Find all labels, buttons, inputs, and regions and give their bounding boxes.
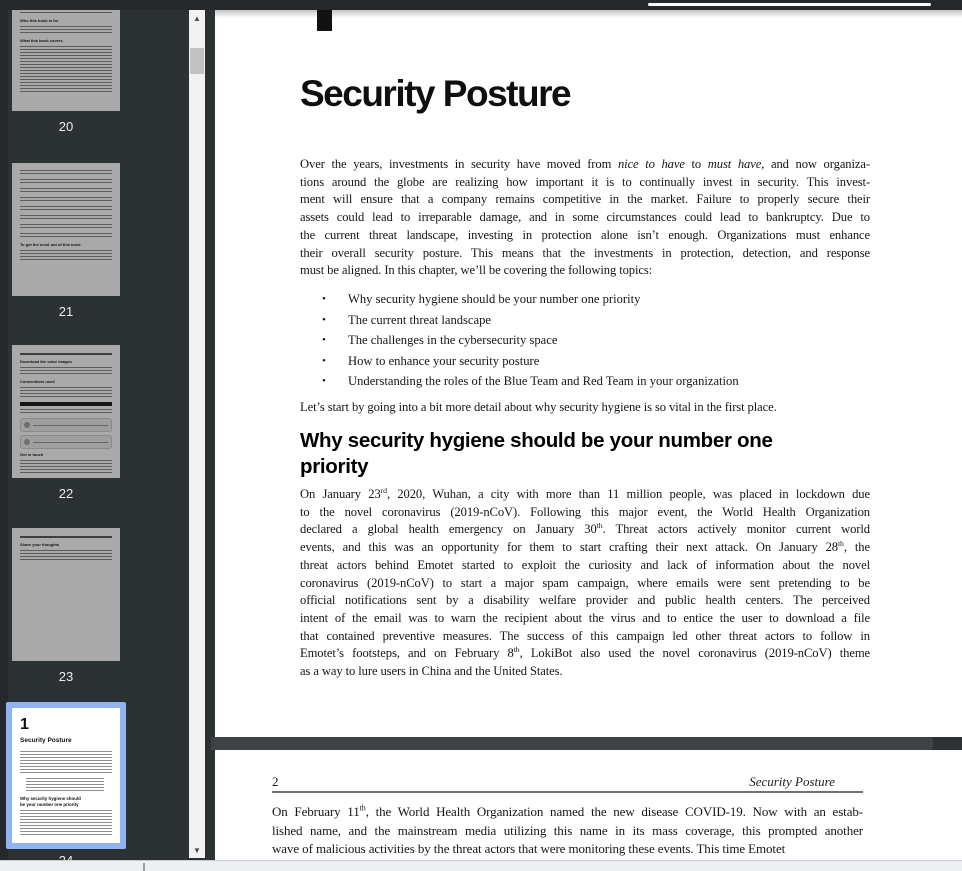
list-item (300, 313, 870, 328)
thumbnail-rule (20, 353, 112, 355)
thumbnail-text-lines (20, 409, 112, 415)
thumbnail-page-label: 21 (58, 304, 74, 319)
overlay-seam (143, 863, 145, 871)
list-item-text: Understanding the roles of the Blue Team and Red Team in your organization (348, 374, 739, 389)
thumbnail-page-24[interactable] (12, 708, 120, 843)
text-line: Emotet’s footsteps, and on February 8th, LokiBot also used the novel coronavirus (2019-nCoV) theme (300, 645, 871, 661)
list-item-text: Why security hygiene should be your number one priority (348, 292, 641, 306)
thumbnail-heading: Who this book is for (20, 18, 59, 23)
text-line: declared a global health emergency on January 30th. Threat actors actively monitor current world (300, 521, 870, 537)
topics-list (300, 292, 870, 395)
thumbnail-text-lines (20, 810, 112, 837)
thumbnail-heading: Share your thoughts (20, 542, 60, 547)
thumbnail-chapter-title: Security Posture (20, 737, 72, 744)
list-item (300, 374, 870, 389)
list-item (300, 333, 870, 348)
thumbnail-page-label: 22 (58, 486, 74, 501)
text-line: coronavirus (2019-nCoV) to start a major spam campaign, where emails were sent pretending to be (300, 575, 870, 590)
bullet-icon: • (322, 334, 326, 347)
header-rule (272, 791, 863, 793)
document-page-1 (215, 10, 962, 737)
callout-icon (24, 422, 30, 428)
toolbar-bottom-edge (0, 0, 962, 10)
thumbnail-item-22 (12, 345, 120, 501)
thumbnail-page-21[interactable] (12, 163, 120, 296)
thumbnail-page-label: 23 (58, 669, 74, 684)
bullet-icon: • (322, 375, 326, 388)
thumbnail-item-20 (12, 0, 120, 134)
text-line: Over the years, investments in security have moved from nice to have to must have, and now organiza- (300, 157, 870, 171)
text-line: ment will ensure that a company remains competitive in the market. Failure to properly secure their (300, 192, 870, 207)
text-line: wave of malicious activities by the threat actors that were monitoring these events. This time Emotet (272, 841, 786, 856)
running-title: Security Posture (749, 774, 835, 789)
text-line: priority (300, 455, 369, 478)
thumbnail-text-lines (20, 215, 112, 221)
thumbnail-page-22[interactable] (12, 345, 120, 478)
section-heading (300, 428, 870, 480)
list-item-text: How to enhance your security posture (348, 353, 540, 368)
thumbnail-chapter-number: 1 (20, 716, 29, 733)
scrollbar-thumb[interactable] (190, 48, 204, 74)
text-line: the current threat landscape, investing in protection alone isn’t enough. Organizations must enhance (300, 227, 870, 242)
text-line: official notifications sent by a disability welfare provider and public health centers. The perceived (300, 593, 870, 608)
intro-paragraph (300, 156, 870, 280)
text-line: assets could lead to irreparable damage, and in some circumstances could lead to bankruptcy. Due to (300, 210, 870, 225)
text-line: to the novel coronavirus (2019-nCoV). Following this major event, the World Health Organization (300, 504, 870, 519)
bottom-overlay (0, 860, 962, 871)
page-break-band (211, 737, 933, 750)
thumbnail-item-21 (12, 163, 120, 319)
text-line: On February 11th, the World Health Organization named the new disease COVID-19. Now with an estab- (272, 803, 863, 819)
thumbnail-heading: Get in touch (20, 452, 44, 457)
document-page-2 (215, 750, 962, 871)
thumbnail-heading: Download the color images (20, 359, 73, 364)
thumbnail-text-lines (20, 751, 112, 775)
thumbnail-sidebar (0, 10, 210, 860)
chapter-number-partial (317, 10, 332, 31)
text-line: events, and this was an opportunity for them to start crafting their next attack. On January 28th, the (300, 538, 870, 555)
thumbnail-text-lines (20, 550, 112, 562)
thumbnail-text-lines (20, 197, 112, 203)
thumbnail-text-lines (20, 233, 112, 239)
running-header (272, 774, 863, 790)
page-number: 2 (272, 774, 279, 789)
thumbnail-text-lines (20, 206, 112, 212)
scroll-down-button[interactable] (189, 842, 205, 858)
thumbnail-callout-box (20, 418, 112, 432)
thumbnail-list-lines (26, 778, 104, 793)
thumbnail-code-highlight (20, 402, 112, 406)
thumbnail-page-23[interactable] (12, 528, 120, 661)
text-line: Why security hygiene should be your number one (300, 429, 773, 452)
section-paragraph (300, 486, 870, 681)
list-item (300, 292, 870, 307)
text-line: threat actors behind Emotet started to exploit the curiosity and lack of information about the novel (300, 557, 870, 572)
text-line: as a way to lure users in China and the United States. (300, 664, 563, 679)
scroll-up-icon: ▲ (193, 13, 201, 23)
thumbnail-text-lines (20, 46, 112, 94)
thumbnail-text-lines (20, 387, 112, 399)
scroll-up-button[interactable] (189, 10, 205, 26)
thumbnail-callout-box (20, 435, 112, 449)
text-line: Let’s start by going into a bit more detail about why security hygiene is so vital in the first place. (300, 400, 777, 414)
thumbnail-item-23 (12, 528, 120, 684)
text-line: On January 23rd, 2020, Wuhan, a city with more than 11 million people, was placed in lockdown due (300, 485, 870, 501)
callout-line (33, 425, 108, 426)
leadout-paragraph (300, 399, 870, 417)
toolbar-highlight-line (648, 3, 931, 6)
callout-line (33, 442, 108, 443)
page2-paragraph (272, 803, 863, 859)
thumbnail-text-lines (20, 188, 112, 194)
thumbnail-text-lines (20, 367, 112, 376)
list-item (300, 354, 870, 369)
thumbnail-heading: What this book covers (20, 38, 63, 43)
thumbnail-item-24 (6, 702, 126, 868)
thumbnail-text-lines (20, 250, 112, 262)
text-line: lished name, and the mainstream media utilizing this name in its mass coverage, this prompted another (272, 822, 863, 838)
thumbnail-rule (20, 536, 112, 538)
thumbnail-text-lines (20, 26, 112, 35)
list-item-text: The current threat landscape (348, 312, 492, 327)
text-line: their overall security posture. This means that the investments in protection, detection, and response (300, 245, 870, 260)
thumbnail-selection-frame (6, 702, 126, 849)
sidebar-scrollbar[interactable] (189, 10, 205, 858)
bullet-icon: • (322, 313, 326, 326)
text-line: intent of the email was to warn the recipient about the virus and to entice the user to download a file (300, 610, 870, 625)
thumbnail-heading: To get the most out of this book (20, 242, 81, 247)
callout-icon (24, 439, 30, 445)
thumbnail-page-20[interactable] (12, 0, 120, 111)
thumbnail-text-lines (20, 179, 112, 185)
thumbnail-text-lines (20, 224, 112, 230)
text-line: must be aligned. In this chapter, we’ll be covering the following topics: (300, 263, 653, 278)
list-item-text: The challenges in the cybersecurity space (348, 333, 558, 348)
bullet-icon: • (322, 354, 326, 367)
chapter-title: Security Posture (300, 73, 571, 114)
bullet-icon: • (322, 293, 326, 305)
thumbnail-text-lines (20, 460, 112, 475)
text-line: that contained preventive measures. The success of this campaign led other threat actors to follow in (300, 628, 870, 643)
scroll-down-icon: ▼ (193, 845, 201, 855)
thumbnail-heading: Conventions used (20, 379, 55, 384)
text-line: tions around the globe are realizing how important it is to continually invest in security. This invest- (300, 174, 870, 189)
thumbnail-heading: Why security hygiene should be your number one priority (20, 796, 81, 807)
thumbnail-page-label: 20 (58, 119, 74, 134)
thumbnail-text-lines (20, 170, 112, 176)
